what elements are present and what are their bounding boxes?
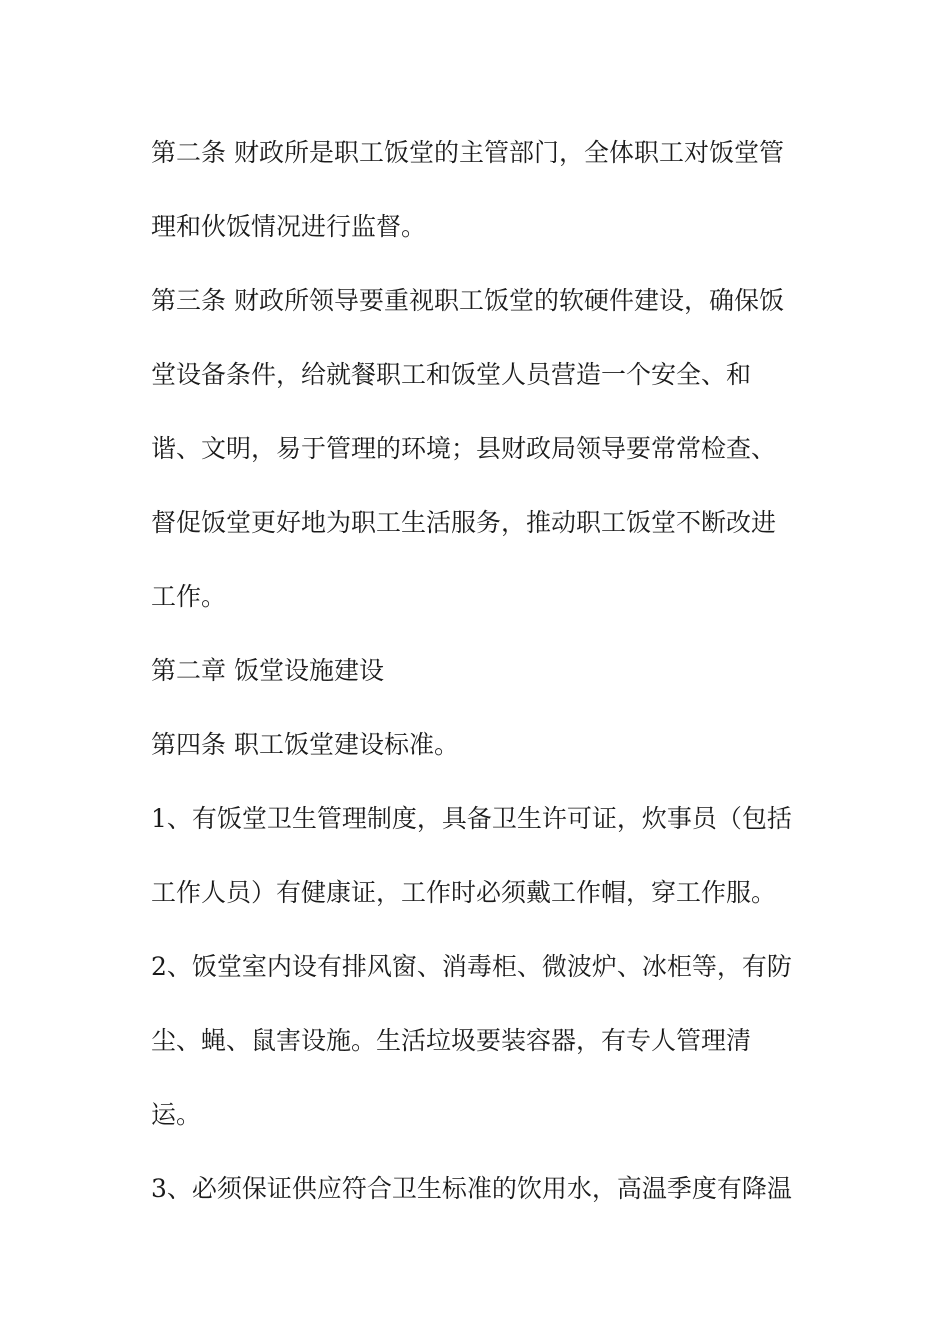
text-line-article-3-part-4: 督促饭堂更好地为职工生活服务，推动职工饭堂不断改进 [151, 508, 777, 537]
text-line-article-3-part-2: 堂设备条件，给就餐职工和饭堂人员营造一个安全、和 [151, 360, 752, 389]
chapter-heading: 第二章 饭堂设施建设 [151, 656, 384, 685]
text-line-item-2-part-3: 运。 [151, 1100, 202, 1129]
text-line-article-3-part-5: 工作。 [151, 582, 227, 611]
text-line-article-3-part-3: 谐、文明，易于管理的环境；县财政局领导要常常检查、 [151, 434, 777, 463]
text-line-article-3-part-1: 第三条 财政所领导要重视职工饭堂的软硬件建设，确保饭 [151, 286, 784, 315]
text-line-article-4: 第四条 职工饭堂建设标准。 [151, 730, 459, 759]
text-line-item-2-part-1: 2、饭堂室内设有排风窗、消毒柜、微波炉、冰柜等，有防 [151, 952, 792, 981]
text-line-article-2-part-1: 第二条 财政所是职工饭堂的主管部门，全体职工对饭堂管 [151, 138, 784, 167]
text-line-item-2-part-2: 尘、蝇、鼠害设施。生活垃圾要装容器，有专人管理清 [151, 1026, 752, 1055]
text-line-item-3-part-1: 3、必须保证供应符合卫生标准的饮用水，高温季度有降温 [151, 1174, 792, 1203]
text-line-item-1-part-2: 工作人员）有健康证，工作时必须戴工作帽，穿工作服。 [151, 878, 777, 907]
text-line-article-2-part-2: 理和伙饭情况进行监督。 [151, 212, 427, 241]
text-line-item-1-part-1: 1、有饭堂卫生管理制度，具备卫生许可证，炊事员（包括 [151, 804, 792, 833]
